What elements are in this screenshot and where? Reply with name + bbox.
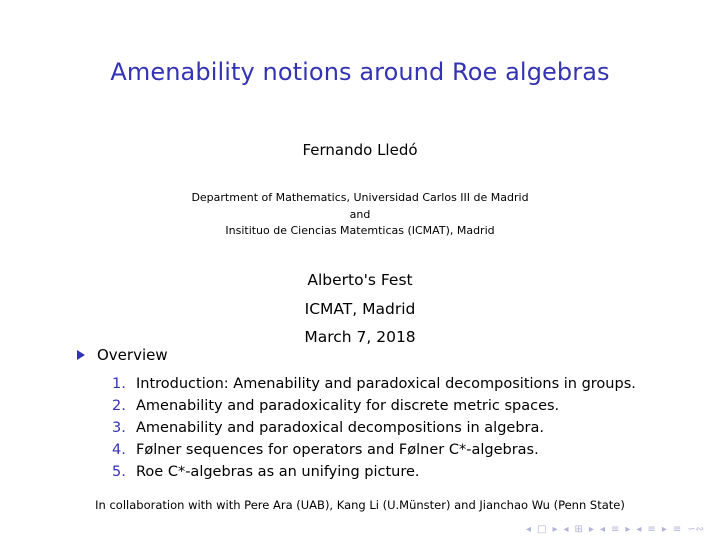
item-number: 4. xyxy=(112,442,126,458)
affiliation-line-2: and xyxy=(349,207,371,221)
overview-list xyxy=(112,373,636,483)
item-text: Amenability and paradoxicality for discrete metric spaces. xyxy=(136,398,560,414)
author-name: Fernando Lledó xyxy=(302,141,418,159)
list-item xyxy=(112,395,636,417)
frame-next-icon[interactable]: ▸ xyxy=(552,524,558,535)
event-info xyxy=(0,266,720,352)
overview-heading xyxy=(77,346,168,364)
subsection-prev-icon[interactable]: ◂ xyxy=(563,524,569,535)
section-prev-icon[interactable]: ◂ xyxy=(599,524,605,535)
item-text: Amenability and paradoxical decompositions in algebra. xyxy=(136,420,544,436)
item-text: Følner sequences for operators and Følner C*-algebras. xyxy=(136,442,539,458)
subsection-next-icon[interactable]: ▸ xyxy=(588,524,594,535)
affiliation-line-1: Department of Mathematics, Universidad Carlos III de Madrid xyxy=(191,191,529,204)
affiliation-line-3: Insitituo de Ciencias Matemticas (ICMAT), Madrid xyxy=(225,224,495,237)
affiliation xyxy=(0,190,720,240)
frame-prev-icon[interactable]: ◂ xyxy=(525,524,531,535)
subsection-icon: ⊞ xyxy=(574,524,583,535)
item-number: 1. xyxy=(112,376,126,392)
document-next-icon[interactable]: ▸ xyxy=(661,524,667,535)
section-next-icon[interactable]: ▸ xyxy=(625,524,631,535)
item-number: 5. xyxy=(112,464,126,480)
event-place: ICMAT, Madrid xyxy=(304,299,416,318)
triangle-bullet-icon xyxy=(77,350,85,360)
document-icon: ≡ xyxy=(647,524,656,535)
list-item xyxy=(112,439,636,461)
item-number: 2. xyxy=(112,398,126,414)
overview-label: Overview xyxy=(97,346,168,364)
item-text: Roe C*-algebras as an unifying picture. xyxy=(136,464,420,480)
equiv-icon[interactable]: ≡ xyxy=(672,524,682,535)
document-prev-icon[interactable]: ◂ xyxy=(636,524,642,535)
event-name: Alberto's Fest xyxy=(307,271,413,289)
list-item xyxy=(112,461,636,483)
list-item xyxy=(112,417,636,439)
item-number: 3. xyxy=(112,420,126,436)
collaboration-note: In collaboration with with Pere Ara (UAB), Kang Li (U.Münster) and Jianchao Wu (Penn State) xyxy=(95,498,625,512)
beamer-navigation xyxy=(526,524,704,535)
item-text: Introduction: Amenability and paradoxical decompositions in groups. xyxy=(136,376,636,392)
section-icon: ≡ xyxy=(610,524,620,535)
search-icon[interactable]: ∽∾ xyxy=(687,524,704,535)
slide-title: Amenability notions around Roe algebras xyxy=(110,58,610,86)
event-date: March 7, 2018 xyxy=(304,328,416,346)
frame-icon: □ xyxy=(537,524,547,535)
list-item xyxy=(112,373,636,395)
